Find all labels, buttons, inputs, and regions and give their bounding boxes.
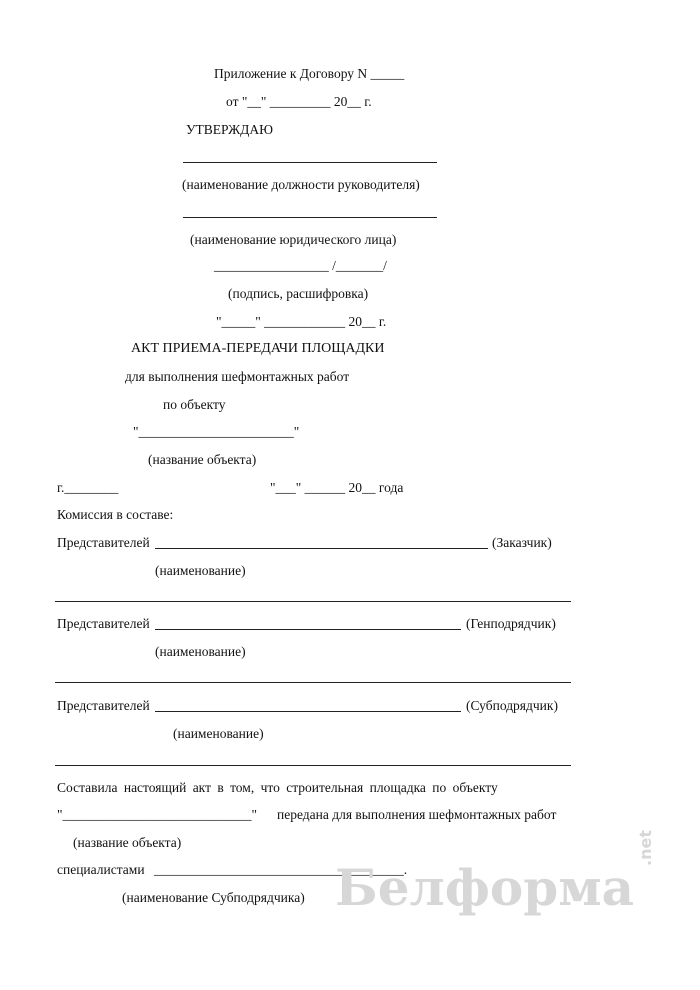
subcontractor-extra-line bbox=[55, 765, 571, 766]
customer-caption: (наименование) bbox=[155, 563, 246, 578]
approval-title: УТВЕРЖДАЮ bbox=[186, 122, 274, 137]
specialists-label: специалистами bbox=[57, 862, 145, 877]
statement-object-caption: (название объекта) bbox=[73, 835, 182, 850]
watermark-suffix: .net bbox=[636, 830, 655, 866]
general-contractor-role: (Генподрядчик) bbox=[466, 616, 556, 631]
commission-row-label: Представителей bbox=[57, 616, 150, 631]
watermark-logo: Белформа bbox=[335, 858, 635, 917]
customer-name-line bbox=[155, 548, 488, 549]
position-line bbox=[183, 162, 437, 163]
object-caption: (название объекта) bbox=[148, 452, 257, 467]
general-contractor-name-line bbox=[155, 629, 461, 630]
commission-row-label: Представителей bbox=[57, 698, 150, 713]
object-field: "_______________________" bbox=[133, 424, 300, 439]
commission-label: Комиссия в составе: bbox=[57, 507, 174, 522]
approval-date: "_____" ____________ 20__ г. bbox=[216, 314, 387, 329]
entity-caption: (наименование юридического лица) bbox=[190, 232, 397, 247]
act-date: "___" ______ 20__ года bbox=[270, 480, 404, 495]
entity-line bbox=[183, 217, 437, 218]
act-title: АКТ ПРИЕМА-ПЕРЕДАЧИ ПЛОЩАДКИ bbox=[131, 341, 385, 356]
statement-text: Составила настоящий акт в том, что строительная площадка по объекту bbox=[57, 780, 498, 795]
commission-row-label: Представителей bbox=[57, 535, 150, 550]
specialists-line: _____________________________________. bbox=[154, 862, 408, 877]
object-label: по объекту bbox=[163, 397, 226, 412]
signature-caption: (подпись, расшифровка) bbox=[228, 286, 369, 301]
subcontractor-caption: (наименование) bbox=[173, 726, 264, 741]
subcontractor-name-line bbox=[155, 711, 461, 712]
signature-line: _________________ /_______/ bbox=[214, 258, 387, 273]
statement-text-2: передана для выполнения шефмонтажных работ bbox=[277, 807, 557, 822]
general-contractor-extra-line bbox=[55, 682, 571, 683]
customer-extra-line bbox=[55, 601, 571, 602]
appendix-line-1: Приложение к Договору N _____ bbox=[214, 66, 405, 81]
general-contractor-caption: (наименование) bbox=[155, 644, 246, 659]
appendix-line-2: от "__" _________ 20__ г. bbox=[226, 94, 372, 109]
act-subtitle: для выполнения шефмонтажных работ bbox=[125, 369, 350, 384]
statement-object-field: "____________________________" bbox=[57, 807, 258, 822]
city-field: г.________ bbox=[57, 480, 119, 495]
specialists-caption: (наименование Субподрядчика) bbox=[122, 890, 305, 905]
position-caption: (наименование должности руководителя) bbox=[182, 177, 420, 192]
customer-role: (Заказчик) bbox=[492, 535, 552, 550]
subcontractor-role: (Субподрядчик) bbox=[466, 698, 558, 713]
